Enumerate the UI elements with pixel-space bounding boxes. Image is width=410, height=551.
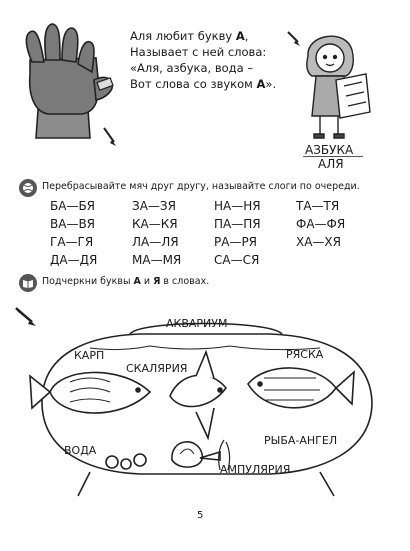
syllable-pair: СА—СЯ (214, 253, 260, 267)
syllable-pair: ТА—ТЯ (296, 199, 340, 213)
label-scalaria: СКАЛЯРИЯ (126, 362, 188, 375)
syllable-pair: ФА—ФЯ (296, 217, 346, 231)
syllable-pair: ПА—ПЯ (214, 217, 261, 231)
syllable-grid (50, 199, 378, 271)
label-carp: КАРП (74, 349, 105, 362)
ball-task-icon (18, 178, 38, 198)
aquarium-illustration (20, 312, 392, 510)
picture-word-azbuka: АЗБУКА (305, 143, 354, 157)
label-ampullaria: АМПУЛЯРИЯ (220, 463, 291, 476)
page-number: 5 (197, 510, 204, 521)
poem-line-3: «Аля, азбука, вода – (130, 61, 254, 75)
syllable-pair: ХА—ХЯ (296, 235, 341, 249)
poem-line-2: Называет с ней слова: (130, 45, 267, 59)
syllable-pair: КА—КЯ (132, 217, 178, 231)
picture-word-alya: АЛЯ (318, 157, 344, 171)
syllable-pair: БА—БЯ (50, 199, 96, 213)
task-2-text: Подчеркни буквы А и Я в словах. (42, 276, 210, 287)
poem-line-4: Вот слова со звуком А». (130, 77, 277, 91)
girl-reading-illustration (286, 26, 396, 142)
label-water: ВОДА (64, 444, 97, 457)
syllable-pair: РА—РЯ (214, 235, 258, 249)
label-angelfish: РЫБА-АНГЕЛ (264, 434, 338, 447)
syllable-pair: ГА—ГЯ (50, 235, 94, 249)
syllable-pair: ЗА—ЗЯ (132, 199, 176, 213)
syllable-pair: НА—НЯ (214, 199, 261, 213)
label-aquarium: АКВАРИУМ (166, 317, 228, 330)
book-task-icon (18, 273, 38, 293)
glove-illustration (8, 18, 120, 148)
syllable-pair: МА—МЯ (132, 253, 182, 267)
syllable-pair: ВА—ВЯ (50, 217, 96, 231)
poem (130, 28, 300, 92)
syllable-pair: ЛА—ЛЯ (132, 235, 179, 249)
syllable-pair: ДА—ДЯ (50, 253, 98, 267)
task-1-text: Перебрасывайте мяч друг другу, называйте слоги по очереди. (42, 181, 360, 192)
poem-line-1: Аля любит букву А, (130, 29, 249, 43)
label-duckweed: РЯСКА (286, 348, 324, 361)
